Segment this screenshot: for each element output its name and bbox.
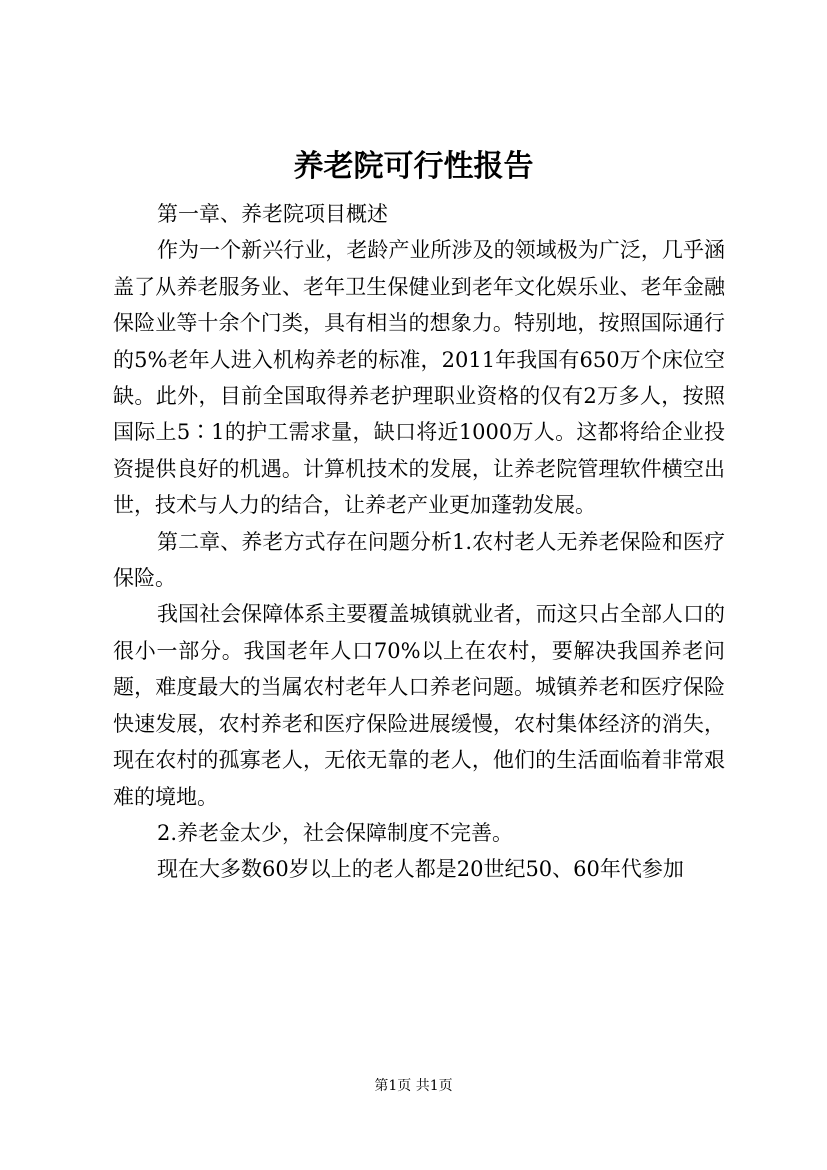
paragraph-rural-security: 我国社会保障体系主要覆盖城镇就业者，而这只占全部人口的很小一部分。我国老年人口70%以上在农村，要解决我国养老问题，难度最大的当属农村老年人口养老问题。城镇养老和医疗保险快速发展，农村养老和医疗保险进展缓慢，农村集体经济的消失，现在农村的孤寡老人，无依无靠的老人，他们的生活面临着非常艰难的境地。 xyxy=(113,602,725,809)
paragraph-pension-intro: 现在大多数60岁以上的老人都是20世纪50、60年代参加 xyxy=(157,857,684,882)
document-title: 养老院可行性报告 xyxy=(293,149,534,184)
document-body xyxy=(113,196,725,888)
paragraph-industry-overview: 作为一个新兴行业，老龄产业所涉及的领域极为广泛，几乎涵盖了从养老服务业、老年卫生保健业到老年文化娱乐业、老年金融保险业等十余个门类，具有相当的想象力。特别地，按照国际通行的5%老年人进入机构养老的标准，2011年我国有650万个床位空缺。此外，目前全国取得养老护理职业资格的仅有2万多人，按照国际上5∶1的护工需求量，缺口将近1000万人。这都将给企业投资提供良好的机遇。计算机技术的发展，让养老院管理软件横空出世，技术与人力的结合，让养老产业更加蓬勃发展。 xyxy=(113,238,725,518)
page-number-footer: 第1页 共1页 xyxy=(374,1078,453,1094)
chapter-one-heading: 第一章、养老院项目概述 xyxy=(157,202,388,226)
section-pension-heading: 2.养老金太少，社会保障制度不完善。 xyxy=(157,820,514,845)
chapter-two-heading: 第二章、养老方式存在问题分析1.农村老人无养老保险和医疗保险。 xyxy=(113,529,725,591)
